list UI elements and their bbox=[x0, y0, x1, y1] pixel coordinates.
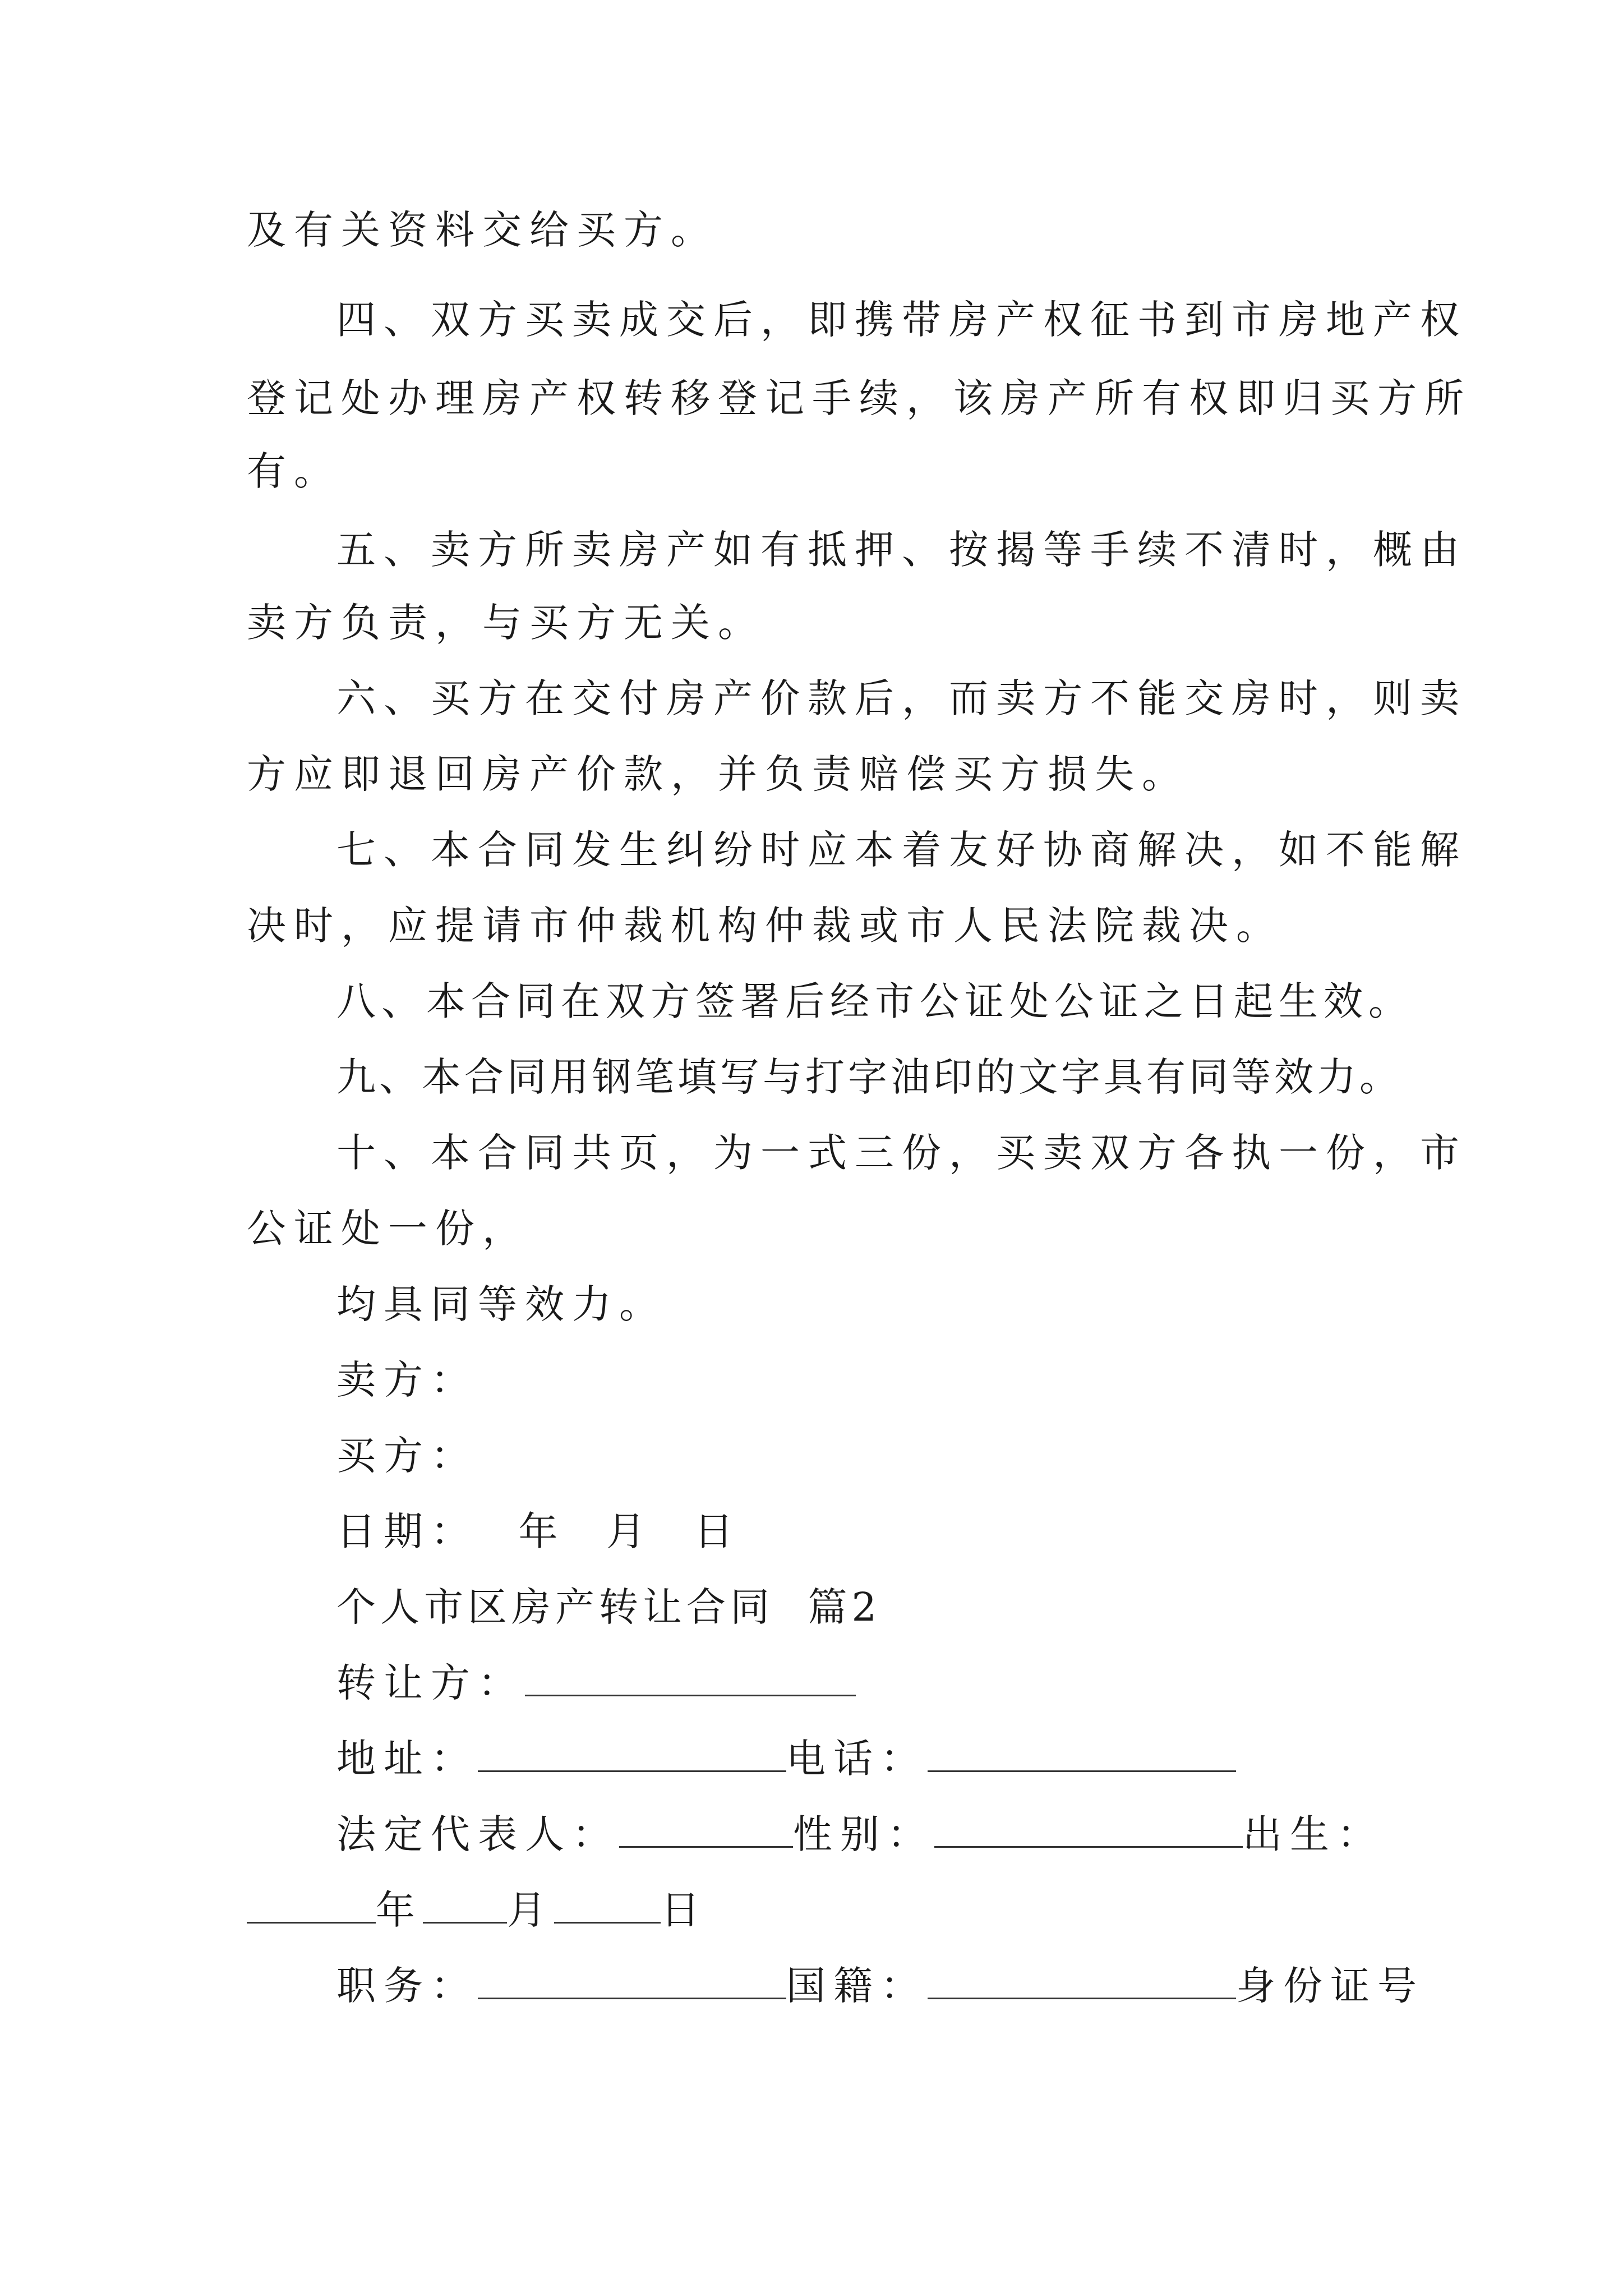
birth-year-blank[interactable] bbox=[247, 1885, 376, 1924]
text-line: 及有关资料交给买方。 bbox=[247, 207, 718, 253]
gender-blank[interactable] bbox=[934, 1809, 1243, 1848]
text-line: 登记处办理房产权转移登记手续，该房产所有权即归买方所 bbox=[247, 375, 1472, 421]
address-row bbox=[336, 1731, 1236, 1787]
seller-label: 卖方： bbox=[336, 1357, 478, 1403]
buyer-label: 买方： bbox=[336, 1433, 478, 1479]
transferor-label: 转让方： bbox=[336, 1660, 525, 1706]
position-row bbox=[336, 1958, 1424, 2014]
position-label: 职务： bbox=[336, 1963, 478, 2009]
position-blank[interactable] bbox=[478, 1961, 786, 1999]
address-blank[interactable] bbox=[478, 1733, 786, 1772]
clause-8: 八、本合同在双方签署后经市公证处公证之日起生效。 bbox=[336, 978, 1413, 1024]
text-line: 均具同等效力。 bbox=[336, 1281, 666, 1327]
clause-6: 六、买方在交付房产价款后，而卖方不能交房时，则卖 bbox=[336, 675, 1467, 721]
legal-rep-row bbox=[336, 1806, 1384, 1862]
day-label: 日 bbox=[661, 1887, 708, 1933]
month-label: 月 bbox=[507, 1887, 554, 1933]
date-label: 日期： 年 月 日 bbox=[336, 1508, 741, 1554]
transferor-blank[interactable] bbox=[525, 1658, 856, 1696]
clause-7: 七、本合同发生纠纷时应本着友好协商解决，如不能解 bbox=[336, 827, 1467, 873]
address-label: 地址： bbox=[336, 1736, 478, 1782]
nationality-label: 国籍： bbox=[786, 1963, 928, 2009]
year-label: 年 bbox=[376, 1887, 423, 1933]
clause-5: 五、卖方所卖房产如有抵押、按揭等手续不清时，概由 bbox=[336, 527, 1467, 573]
text-line: 公证处一份， bbox=[247, 1205, 529, 1251]
birth-date-row bbox=[247, 1882, 708, 1938]
text-line: 决时，应提请市仲裁机构仲裁或市人民法院裁决。 bbox=[247, 903, 1283, 949]
birth-label: 出生： bbox=[1243, 1811, 1384, 1857]
birth-month-blank[interactable] bbox=[423, 1885, 507, 1924]
legal-rep-blank[interactable] bbox=[619, 1809, 793, 1848]
clause-4: 四、双方买卖成交后，即携带房产权征书到市房地产权 bbox=[336, 297, 1467, 343]
section-title: 个人市区房产转让合同 篇2 bbox=[336, 1584, 882, 1630]
phone-blank[interactable] bbox=[928, 1733, 1236, 1772]
id-label: 身份证号 bbox=[1236, 1963, 1424, 2009]
clause-9: 九、本合同用钢笔填写与打字油印的文字具有同等效力。 bbox=[336, 1054, 1402, 1100]
text-line: 卖方负责，与买方无关。 bbox=[247, 600, 765, 646]
phone-label: 电话： bbox=[786, 1736, 928, 1782]
legal-rep-label: 法定代表人： bbox=[336, 1811, 619, 1857]
birth-day-blank[interactable] bbox=[554, 1885, 661, 1924]
clause-10: 十、本合同共页，为一式三份，买卖双方各执一份，市 bbox=[336, 1130, 1467, 1176]
text-line: 方应即退回房产价款，并负责赔偿买方损失。 bbox=[247, 751, 1189, 797]
nationality-blank[interactable] bbox=[928, 1961, 1236, 1999]
text-line: 有。 bbox=[247, 448, 341, 494]
gender-label: 性别： bbox=[793, 1811, 934, 1857]
transferor-row bbox=[336, 1655, 856, 1711]
